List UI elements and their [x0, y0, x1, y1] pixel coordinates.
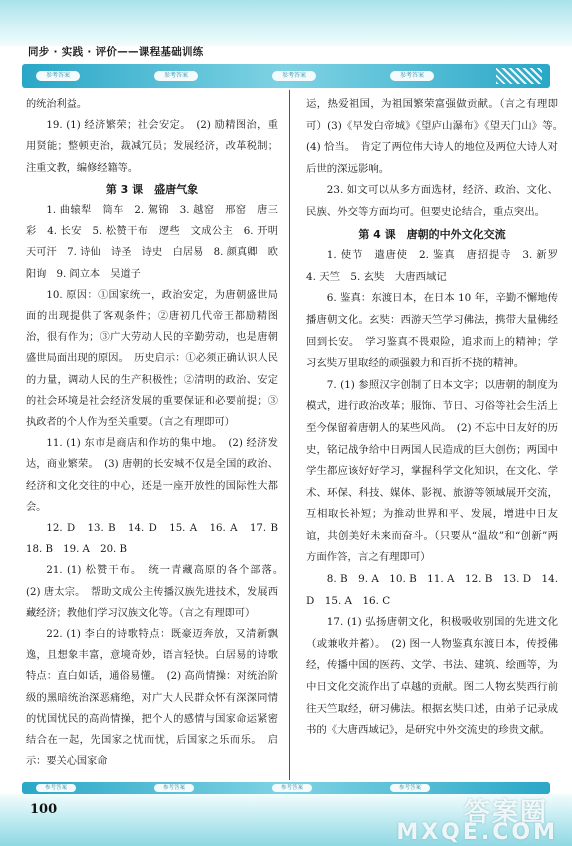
page-number: 100 — [30, 802, 58, 817]
ribbon-label: 参考答案 — [390, 784, 430, 792]
answer-paragraph: 19. (1) 经济繁荣；社会安定。 (2) 励精图治，重用贤能；整顿吏治，裁减冗员；发展经济，改革税制；注重文教，编修经籍等。 — [26, 120, 278, 174]
ribbon-label: 参考答案 — [390, 71, 434, 81]
answer-paragraph: 的统治利益。 — [26, 99, 88, 110]
answer-paragraph: 22. (1) 李白的诗歌特点：既豪迈奔放，又清新飘逸，且想象丰富，意境奇妙，语言轻快。白居易的诗歌特点：直白如话，通俗易懂。 (2) 高尚情操：对统治阶级的黑暗统治深恶痛绝，对广大人民群众怀有深深同情的忧国忧民的高尚情操，把个人的感情与国家命运紧密结合在一起，先国家之忧而忧，后国家之乐而乐。 启示：要关心国家命 — [26, 629, 278, 768]
answer-paragraph: 17. (1) 弘扬唐朝文化，积极吸收别国的先进文化（或兼收并蓄）。 (2) 图一人物鉴真东渡日本，传授佛经，传播中国的医药、文学、书法、建筑、绘画等，为中日文化交流作出了卓越的贡献。图二人物玄奘西行前往天竺取经，研习佛法。根据玄奘口述，由弟子记录成书的《大唐西域记》，是研究中外交流史的珍贵文献。 — [306, 616, 558, 737]
answer-paragraph: 运，热爱祖国，为祖国繁荣富强做贡献。（言之有理即可）(3)《早发白帝城》《望庐山瀑布》《望天门山》等。 (4) 恰当。 肯定了两位伟大诗人的地位及两位大诗人对后世的深远影响。 — [306, 98, 569, 175]
top-decorative-band — [0, 0, 572, 46]
answer-paragraph: 11. (1) 东市是商店和作坊的集中地。 (2) 经济发达，商业繁荣。 (3) 唐朝的长安城不仅是全国的政治、经济和文化交往的中心，还是一座开放性的国际性大都会。 — [26, 438, 278, 513]
ribbon-label: 参考答案 — [154, 784, 194, 792]
top-ribbon — [22, 64, 550, 88]
ribbon-label: 参考答案 — [36, 784, 76, 792]
watermark-text: 答案圈 — [463, 798, 548, 828]
lesson-heading: 第 4 课 唐朝的中外文化交流 — [358, 227, 506, 241]
ribbon-label: 参考答案 — [36, 71, 80, 81]
left-column — [26, 94, 289, 773]
answer-paragraph: 1. 曲辕犁 筒车 2. 駕锦 3. 越窑 邢窑 唐三彩 4. 长安 5. 松赞干布 逻些 文成公主 6. 开明 天可汗 7. 诗仙 诗圣 诗史 白居易 8. 颜真卿 欧阳询 9. 阎立本 吴道子 — [26, 205, 289, 280]
answer-paragraph: 23. 如文可以从多方面选材，经济、政治、文化、民族、外交等方面均可。但要史论结合，重点突出。 — [306, 184, 558, 218]
column-divider — [289, 90, 290, 780]
answer-paragraph: 6. 鉴真：东渡日本，在日本 10 年，辛勤不懈地传播唐朝文化。玄奘：西游天竺学习佛法，携带大量佛经回到长安。 学习鉴真不畏艰险，追求而上的精神；学习玄奘万里取经的顽强毅力和百折不挠的精神。 — [306, 292, 558, 370]
ribbon-label: 参考答案 — [154, 71, 198, 81]
series-title: 同步 · 实践 · 评价——课程基础训练 — [28, 46, 204, 58]
ribbon-label: 参考答案 — [272, 784, 312, 792]
answer-paragraph: 12. D 13. B 14. D 15. A 16. A 17. B 18. B 19. A 20. B — [26, 523, 289, 556]
watermark-url: MXQE.COM — [396, 820, 558, 845]
ribbon-stripes — [496, 68, 542, 84]
lesson-heading: 第 3 课 盛唐气象 — [105, 182, 199, 196]
answer-paragraph: 1. 使节 遣唐使 2. 鉴真 唐招提寺 3. 新罗 4. 天竺 5. 玄奘 大唐西域记 — [306, 249, 569, 283]
right-column — [306, 94, 569, 742]
watermark — [368, 792, 558, 846]
answer-paragraph: 7. (1) 参照汉字创制了日本文字；以唐朝的制度为模式，进行政治改革；服饰、节日、习俗等社会生活上至今保留着唐朝人的某些风尚。 (2) 不忘中日友好的历史，铭记战争给中日两国人民造成的巨大创伤；两国中学生都应该好好学习，掌握科学文化知识，在文化、学术、环保、科技、媒体、影视、旅游等领域展开交流，互相取长补短；为推动世界和平、发展，增进中日友谊，共创美好未来而奋斗。（只要从“温故”和“创新”两方面作答，言之有理即可） — [306, 378, 558, 564]
ribbon-label: 参考答案 — [272, 71, 316, 81]
answer-paragraph: 10. 原因：①国家统一，政治安定，为唐朝盛世局面的出现提供了客观条件；②唐初几代帝王都励精图治，很有作为；③广大劳动人民的辛勤劳动，也是唐朝盛世局面出现的原因。 历史启示：①必须正确认识人民的力量，调动人民的生产积极性；②清明的政治、安定的社会环境是社会经济发展的重要保证和必要前提；③执政者的个人作为至关重要。（言之有理即可） — [26, 289, 278, 429]
answer-paragraph: 21. (1) 松赞干布。 统一青藏高原的各个部落。 (2) 唐太宗。 帮助文成公主传播汉族先进技术，发展西藏经济；教他们学习汉族文化等。（言之有理即可） — [26, 565, 289, 619]
answer-paragraph: 8. B 9. A 10. B 11. A 12. B 13. D 14. D 15. A 16. C — [306, 573, 558, 607]
